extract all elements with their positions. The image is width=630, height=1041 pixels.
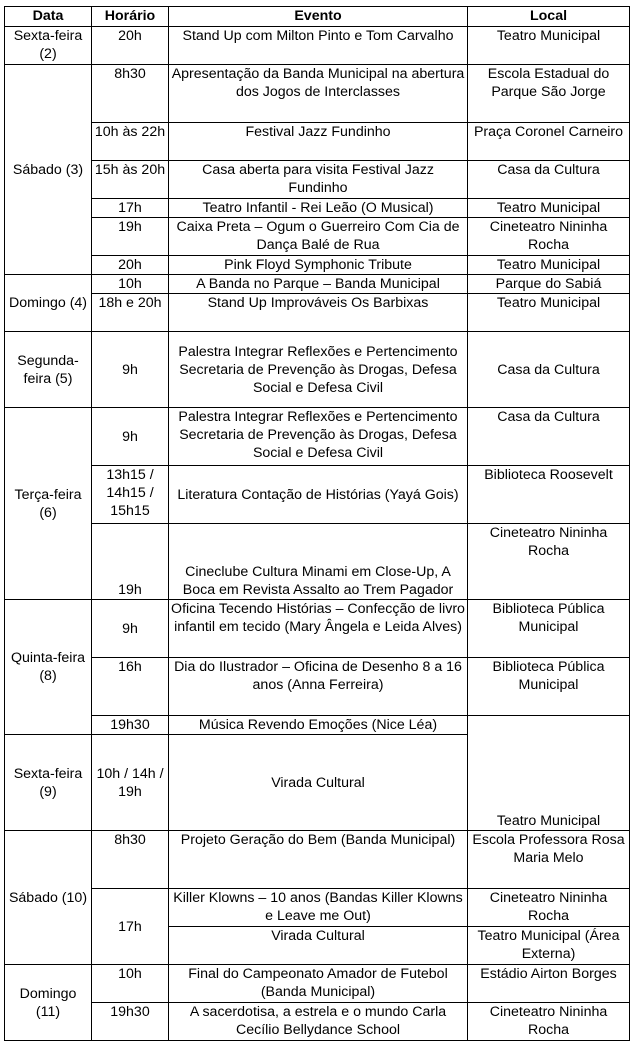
place-cell: Teatro Municipal: [468, 716, 630, 831]
table-row: [5, 256, 630, 275]
time-cell: 10h: [92, 275, 169, 294]
event-cell: Stand Up com Milton Pinto e Tom Carvalho: [169, 27, 468, 65]
header-date: Data: [5, 7, 92, 27]
time-cell: 8h30: [92, 65, 169, 123]
event-cell: A sacerdotisa, a estrela e o mundo Carla Cecílio Bellydance School: [169, 1003, 468, 1041]
place-cell: Teatro Municipal: [468, 256, 630, 275]
header-event: Evento: [169, 7, 468, 27]
table-row: [5, 332, 630, 408]
table-row: [5, 600, 630, 658]
day-cell: Sábado (10): [5, 831, 92, 965]
table-row: [5, 1003, 630, 1041]
day-cell: Quinta-feira (8): [5, 600, 92, 735]
table-row: [5, 965, 630, 1003]
time-cell: 10h: [92, 965, 169, 1003]
event-cell: Teatro Infantil - Rei Leão (O Musical): [169, 199, 468, 218]
day-cell: Sexta-feira (2): [5, 27, 92, 65]
header-place: Local: [468, 7, 630, 27]
time-cell: 9h: [92, 332, 169, 408]
event-cell: A Banda no Parque – Banda Municipal: [169, 275, 468, 294]
event-cell: Virada Cultural: [169, 735, 468, 831]
place-cell: Escola Professora Rosa Maria Melo: [468, 831, 630, 889]
time-cell: 10h / 14h / 19h: [92, 735, 169, 831]
day-cell: Sábado (3): [5, 65, 92, 275]
place-cell: Parque do Sabiá: [468, 275, 630, 294]
event-cell: Killer Klowns – 10 anos (Bandas Killer Klowns e Leave me Out): [169, 889, 468, 927]
time-cell: 15h às 20h: [92, 161, 169, 199]
day-cell: Domingo (11): [5, 965, 92, 1041]
time-cell: 19h: [92, 218, 169, 256]
table-row: [5, 218, 630, 256]
table-row: [5, 275, 630, 294]
time-cell: 19h30: [92, 1003, 169, 1041]
event-cell: Palestra Integrar Reflexões e Pertencimento Secretaria de Prevenção às Drogas, Defesa Social e Defesa Civil: [169, 408, 468, 466]
place-cell: Praça Coronel Carneiro: [468, 123, 630, 161]
place-cell: Casa da Cultura: [468, 161, 630, 199]
time-cell: 9h: [92, 408, 169, 466]
place-cell: Casa da Cultura: [468, 332, 630, 408]
table-row: [5, 524, 630, 600]
table-row: [5, 466, 630, 524]
table-row: [5, 123, 630, 161]
place-cell: Teatro Municipal: [468, 199, 630, 218]
time-cell: 18h e 20h: [92, 294, 169, 332]
time-cell: 13h15 / 14h15 / 15h15: [92, 466, 169, 524]
place-cell: Cineteatro Nininha Rocha: [468, 1003, 630, 1041]
table-row: [5, 831, 630, 889]
table-row: [5, 408, 630, 466]
time-cell: 17h: [92, 889, 169, 965]
place-cell: Biblioteca Pública Municipal: [468, 658, 630, 716]
event-cell: Final do Campeonato Amador de Futebol (Banda Municipal): [169, 965, 468, 1003]
header-row: [5, 7, 630, 27]
place-cell: Teatro Municipal (Área Externa): [468, 927, 630, 965]
time-cell: 20h: [92, 27, 169, 65]
time-cell: 19h30: [92, 716, 169, 735]
event-cell: Palestra Integrar Reflexões e Pertencimento Secretaria de Prevenção às Drogas, Defesa Social e Defesa Civil: [169, 332, 468, 408]
day-cell: Segunda-feira (5): [5, 332, 92, 408]
place-cell: Teatro Municipal: [468, 27, 630, 65]
event-cell: Literatura Contação de Histórias (Yayá Gois): [169, 466, 468, 524]
table-row: [5, 658, 630, 716]
time-cell: 16h: [92, 658, 169, 716]
place-cell: Cineteatro Nininha Rocha: [468, 889, 630, 927]
event-cell: Projeto Geração do Bem (Banda Municipal): [169, 831, 468, 889]
event-cell: Casa aberta para visita Festival Jazz Fundinho: [169, 161, 468, 199]
time-cell: 10h às 22h: [92, 123, 169, 161]
event-cell: Dia do Ilustrador – Oficina de Desenho 8 a 16 anos (Anna Ferreira): [169, 658, 468, 716]
event-cell: Música Revendo Emoções (Nice Léa): [169, 716, 468, 735]
day-cell: Terça-feira (6): [5, 408, 92, 600]
place-cell: Escola Estadual do Parque São Jorge: [468, 65, 630, 123]
day-cell: Sexta-feira (9): [5, 735, 92, 831]
table-row: [5, 199, 630, 218]
table-row: [5, 27, 630, 65]
time-cell: 20h: [92, 256, 169, 275]
time-cell: 9h: [92, 600, 169, 658]
table-row: [5, 161, 630, 199]
time-cell: 17h: [92, 199, 169, 218]
place-cell: Teatro Municipal: [468, 294, 630, 332]
day-cell: Domingo (4): [5, 275, 92, 332]
event-cell: Pink Floyd Symphonic Tribute: [169, 256, 468, 275]
table-row: [5, 889, 630, 927]
event-cell: Virada Cultural: [169, 927, 468, 965]
event-cell: Apresentação da Banda Municipal na abertura dos Jogos de Interclasses: [169, 65, 468, 123]
table-row: [5, 65, 630, 123]
place-cell: Biblioteca Pública Municipal: [468, 600, 630, 658]
event-cell: Stand Up Improváveis Os Barbixas: [169, 294, 468, 332]
place-cell: Estádio Airton Borges: [468, 965, 630, 1003]
event-cell: Cineclube Cultura Minami em Close-Up, A Boca em Revista Assalto ao Trem Pagador: [169, 524, 468, 600]
event-cell: Festival Jazz Fundinho: [169, 123, 468, 161]
event-cell: Oficina Tecendo Histórias – Confecção de livro infantil em tecido (Mary Ângela e Leida Alves): [169, 600, 468, 658]
place-cell: Biblioteca Roosevelt: [468, 466, 630, 524]
table-row: [5, 716, 630, 735]
place-cell: Cineteatro Nininha Rocha: [468, 524, 630, 600]
table-row: [5, 294, 630, 332]
event-cell: Caixa Preta – Ogum o Guerreiro Com Cia de Dança Balé de Rua: [169, 218, 468, 256]
time-cell: 8h30: [92, 831, 169, 889]
header-time: Horário: [92, 7, 169, 27]
place-cell: Cineteatro Nininha Rocha: [468, 218, 630, 256]
events-table: [4, 6, 630, 1041]
time-cell: 19h: [92, 524, 169, 600]
place-cell: Casa da Cultura: [468, 408, 630, 466]
